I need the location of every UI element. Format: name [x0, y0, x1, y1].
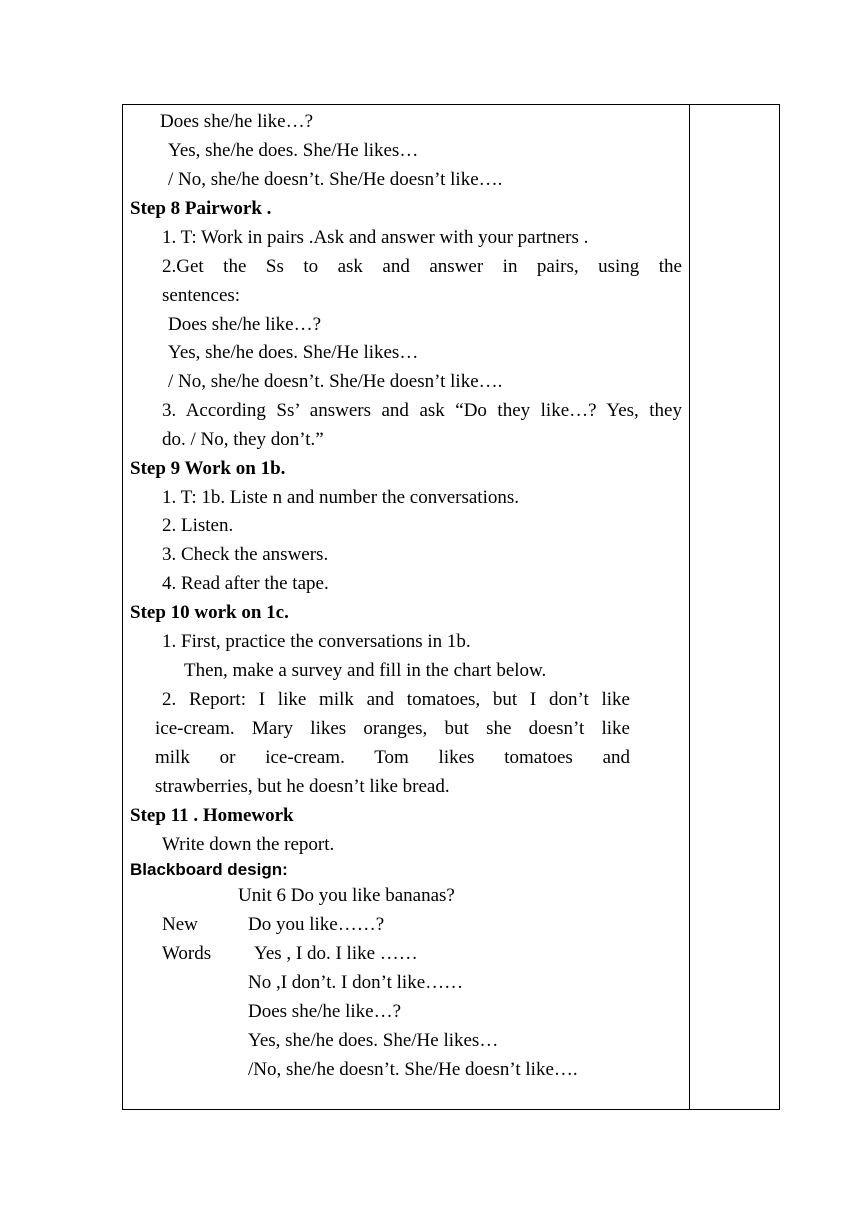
step-8-heading: Step 8 Pairwork . [130, 198, 272, 219]
blackboard-label-new: New [162, 914, 198, 935]
text-line: 3. According Ss’ answers and ask “Do they like…? Yes, they [162, 400, 682, 421]
text-line: 2. Report: I like milk and tomatoes, but I don’t like [162, 689, 630, 710]
text-line: 2. Listen. [162, 515, 234, 536]
text-line: 3. Check the answers. [162, 544, 329, 565]
text-line: 1. T: 1b. Liste n and number the conversations. [162, 487, 519, 508]
blackboard-line: Does she/he like…? [248, 1001, 402, 1022]
text-line: Yes, she/he does. She/He likes… [168, 342, 419, 363]
text-line: Yes, she/he does. She/He likes… [168, 140, 419, 161]
blackboard-line: Yes , I do. I like …… [254, 943, 418, 964]
step-10-heading: Step 10 work on 1c. [130, 602, 289, 623]
blackboard-unit-title: Unit 6 Do you like bananas? [238, 885, 455, 906]
text-line: 1. First, practice the conversations in 1b. [162, 631, 471, 652]
column-divider [689, 105, 690, 1109]
text-line: Write down the report. [162, 834, 335, 855]
blackboard-line: Yes, she/he does. She/He likes… [248, 1030, 499, 1051]
text-line: 1. T: Work in pairs .Ask and answer with your partners . [162, 227, 589, 248]
text-line: 4. Read after the tape. [162, 573, 329, 594]
text-line: Then, make a survey and fill in the chart below. [184, 660, 547, 681]
text-line: do. / No, they don’t.” [162, 429, 324, 450]
step-9-heading: Step 9 Work on 1b. [130, 458, 286, 479]
step-11-heading: Step 11 . Homework [130, 805, 294, 826]
text-line: / No, she/he doesn’t. She/He doesn’t like…. [168, 371, 503, 392]
text-line: milk or ice-cream. Tom likes tomatoes and [155, 747, 630, 768]
text-line: 2.Get the Ss to ask and answer in pairs, using the [162, 256, 682, 277]
text-line: strawberries, but he doesn’t like bread. [155, 776, 450, 797]
text-line: ice-cream. Mary likes oranges, but she doesn’t like [155, 718, 630, 739]
blackboard-line: No ,I don’t. I don’t like…… [248, 972, 464, 993]
text-line: / No, she/he doesn’t. She/He doesn’t like…. [168, 169, 503, 190]
blackboard-heading: Blackboard design: [130, 860, 288, 879]
blackboard-line: /No, she/he doesn’t. She/He doesn’t like…. [248, 1059, 578, 1080]
blackboard-label-words: Words [162, 943, 212, 964]
blackboard-line: Do you like……? [248, 914, 385, 935]
text-line: sentences: [162, 285, 241, 306]
text-line: Does she/he like…? [168, 314, 322, 335]
text-line: Does she/he like…? [160, 111, 314, 132]
